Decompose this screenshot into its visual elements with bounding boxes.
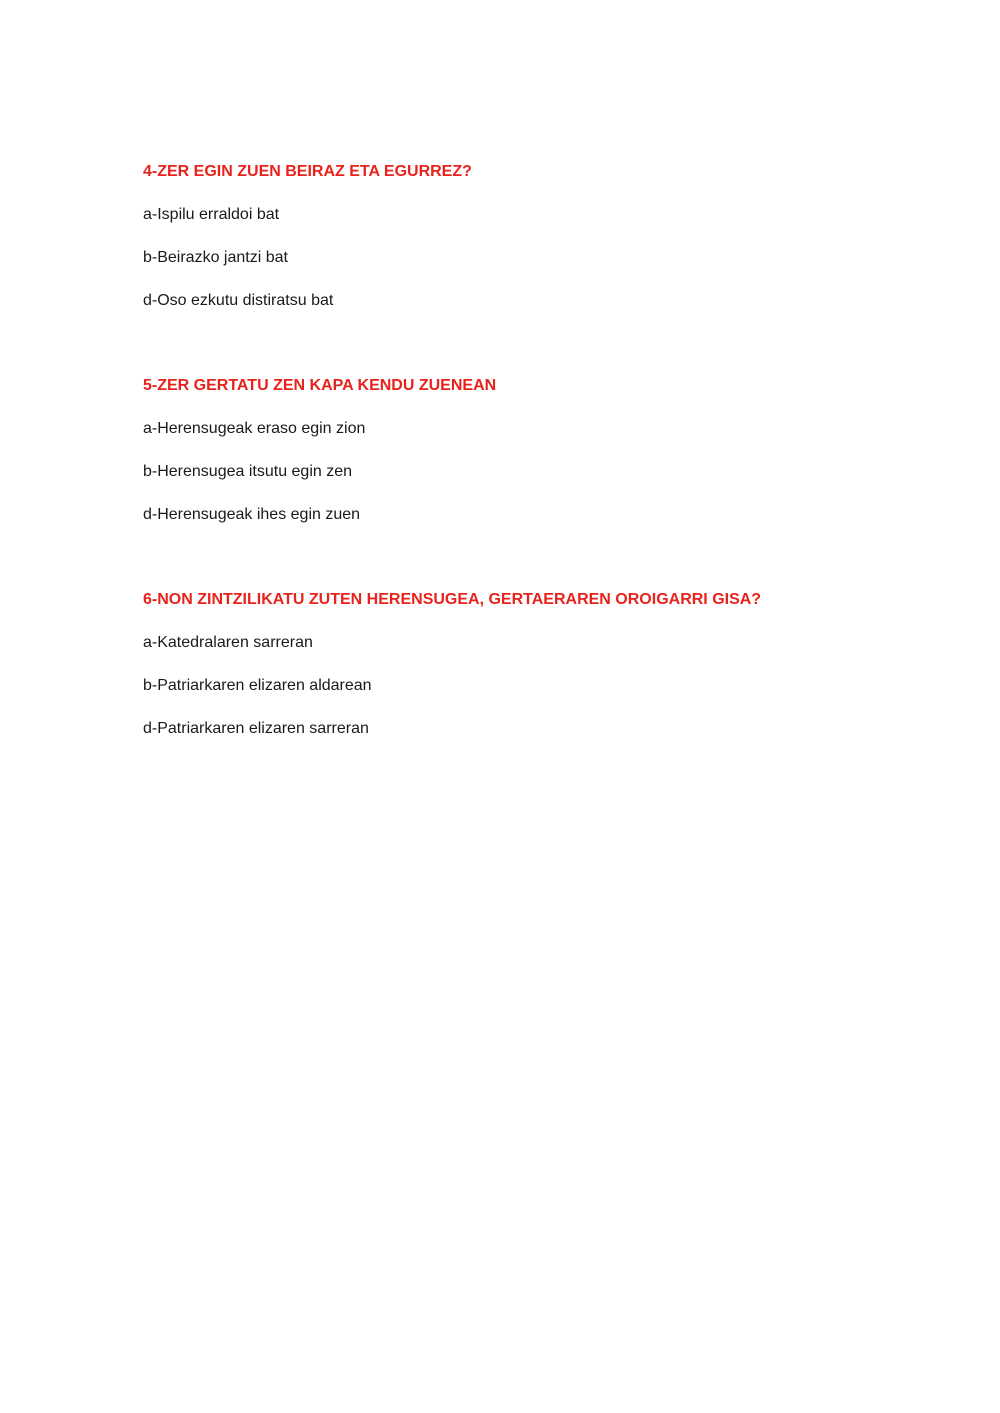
answer-option-a: a-Katedralaren sarreran — [143, 634, 313, 651]
answer-option-b: b-Patriarkaren elizaren aldarean — [143, 677, 372, 694]
question-title: 5-ZER GERTATU ZEN KAPA KENDU ZUENEAN — [143, 377, 497, 394]
question-block-6 — [143, 590, 903, 739]
question-block-5 — [143, 376, 903, 525]
answer-option-d: d-Herensugeak ihes egin zuen — [143, 506, 361, 523]
answer-option-d: d-Patriarkaren elizaren sarreran — [143, 720, 369, 737]
answer-option-a: a-Herensugeak eraso egin zion — [143, 420, 366, 437]
question-title: 6-NON ZINTZILIKATU ZUTEN HERENSUGEA, GERTAERAREN OROIGARRI GISA? — [143, 591, 762, 608]
question-block-4 — [143, 162, 903, 311]
answer-option-b: b-Beirazko jantzi bat — [143, 249, 288, 266]
answer-option-d: d-Oso ezkutu distiratsu bat — [143, 292, 334, 309]
question-title: 4-ZER EGIN ZUEN BEIRAZ ETA EGURREZ? — [143, 163, 472, 180]
answer-option-b: b-Herensugea itsutu egin zen — [143, 463, 353, 480]
answer-option-a: a-Ispilu erraldoi bat — [143, 206, 280, 223]
